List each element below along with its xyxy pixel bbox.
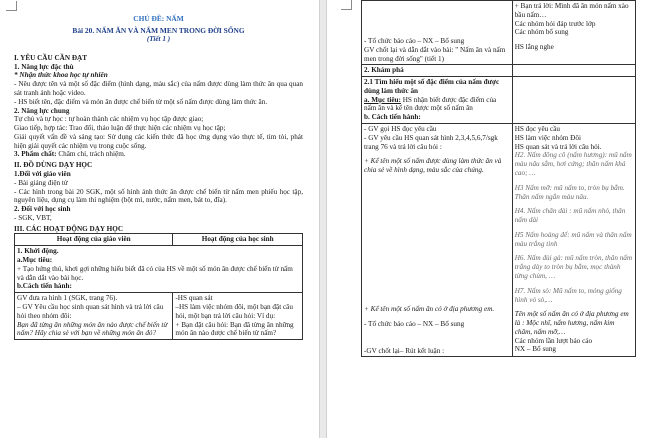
activity-table xyxy=(14,233,303,340)
paragraph: - Nêu được tên và một số đặc điểm (hình dạng, màu sắc) của nấm được dùng làm thức ăn qua quan sát tranh ảnh hoặc video. xyxy=(14,80,303,97)
page-gutter xyxy=(319,0,327,438)
table-cell xyxy=(512,65,635,77)
mushroom-description: H5 Nấm hoàng đế: mũ nấm và thân nấm màu trắng tinh xyxy=(514,230,632,248)
teacher-cell xyxy=(362,1,513,65)
teacher-cell xyxy=(362,124,513,357)
student-step: HS lắng nghe xyxy=(514,43,554,52)
table-row xyxy=(362,124,636,357)
table-row xyxy=(15,246,303,293)
activity-heading: 2. Khám phá xyxy=(364,66,404,75)
teacher-step: GV đưa ra hình 1 (SGK, trang 76). xyxy=(17,294,118,303)
subsection-heading: 2. Đối với học sinh xyxy=(14,205,71,214)
student-cell xyxy=(512,124,635,357)
student-step: NX – Bổ sung xyxy=(514,345,557,354)
teacher-step: – GV Yêu cầu học sinh quan sát hình và trả lời câu hỏi theo nhóm đôi: xyxy=(17,302,164,320)
lesson-period: (Tiết 1 ) xyxy=(146,35,171,44)
student-step: Các nhóm lần lượt báo cáo xyxy=(514,336,593,345)
table-row xyxy=(362,77,636,124)
goal-label: a.Mục tiêu: xyxy=(17,256,53,265)
table-cell xyxy=(15,246,303,293)
theme-heading: CHỦ ĐỀ: NẤM xyxy=(133,14,184,23)
paragraph: - HS biết tên, đặc điểm và món ăn được chế biến từ một số nấm được dùng làm thức ăn. xyxy=(14,97,268,106)
margin-mark xyxy=(6,10,16,11)
mushroom-description: H7. Nấm sò: Mũ nấm to, mỏng giống hình vỏ sò,… xyxy=(514,286,622,304)
teacher-question: + Kể tên một số nấm được dùng làm thức ăn và chia sẻ về hình dạng, màu sắc của chúng. xyxy=(364,157,502,175)
paragraph: Chăm chỉ, trách nhiệm. xyxy=(58,150,126,159)
activity-subheading: 2.1 Tìm hiểu một số đặc điểm của nấm được dùng làm thức ăn xyxy=(364,78,500,95)
mushroom-description: H4. Nấm chân dài : mũ nấm nhỏ, thân nấm dài xyxy=(514,207,626,225)
margin-mark xyxy=(351,0,352,10)
table-row xyxy=(15,293,303,340)
qualities-line xyxy=(14,150,303,159)
goal-line xyxy=(364,96,510,114)
table-row xyxy=(362,1,636,65)
goal-label: a. Mục tiêu: xyxy=(364,95,401,104)
goal-text: + Tạo hứng thú, khơi gợi những hiểu biết đã có của HS về một số món ăn được chế biến từ nấm và dẫn dắt vào bài học. xyxy=(17,264,293,282)
paragraph: Tự chủ và tự học : tự hoàn thành các nhiệm vụ học tập được giao; xyxy=(14,115,204,124)
paragraph: - SGK, VBT, xyxy=(14,213,52,222)
teacher-step: - Tổ chức báo cáo – NX – Bổ sung xyxy=(364,319,465,328)
student-step: HS đọc yêu cầu xyxy=(514,125,560,134)
paragraph: - Các hình trong bài 20 SGK, một số hình ảnh thức ăn được chế biến từ nấm men phiếu học tập, nguyên liệu, dụng cụ làm thí nghiệm (bột mì, nước, nấm men, bát to, đĩa). xyxy=(14,187,303,205)
teacher-question: Bạn đã từng ăn những món ăn nào được chế biến từ nấm? Hãy chia sẻ với bạn về những món ăn đó? xyxy=(17,320,168,338)
teacher-step: - Tổ chức báo cáo – NX – Bổ sung xyxy=(364,37,465,45)
subsection-heading: 3. Phẩm chất: xyxy=(14,150,57,159)
subsection-heading: 1.Đối với giáo viên xyxy=(14,170,71,178)
student-cell xyxy=(173,293,303,340)
table-header-teacher: Hoạt động của giáo viên xyxy=(15,234,173,246)
student-step: + Bạn đặt câu hỏi: Bạn đã từng ăn những món ăn nào được chế biến từ nấm? xyxy=(175,320,294,338)
teacher-step: - GV gọi HS đọc yêu cầu xyxy=(364,125,437,134)
student-step: Các nhóm hỏi đáp trước lớp xyxy=(514,19,596,28)
subsection-heading: 2. Năng lực chung xyxy=(14,106,70,115)
subsection-heading: 1. Năng lực đặc thù xyxy=(14,62,74,71)
margin-mark xyxy=(341,9,351,10)
student-step: HS quan sát và trả lời câu hỏi. xyxy=(514,142,602,151)
mushroom-description: H2. Nấm đông cô (nấm hương): mũ nấm màu nâu sẫm, hơi cứng; thân nấm khá cao; … xyxy=(514,151,632,177)
section-heading: II. ĐỒ DÙNG DẠY HỌC xyxy=(14,161,93,170)
activity-heading: 1. Khởi động. xyxy=(17,247,59,256)
student-step: Các nhóm bổ sung xyxy=(514,28,569,37)
section-heading: III. CÁC HOẠT ĐỘNG DẠY HỌC xyxy=(14,224,124,233)
paragraph: - Bài giảng điện tử xyxy=(14,178,68,187)
method-label: b. Cách tiến hành: xyxy=(364,113,421,122)
student-step: –HS làm việc nhóm đôi, một bạn đặt câu hỏi, một bạn trả lời câu hỏi: Ví dụ: xyxy=(175,302,293,320)
mushroom-description: H6. Nấm đùi gà: mũ nấm tròn, thân nấm trắng dày to tròn bụ bẫm, mọc thành từng chùm, … xyxy=(514,254,633,280)
goal-text: HS nhận biết được đặc điểm của nấm ăn và kể tên được một số nấm ăn xyxy=(364,95,497,113)
lesson-title: Bài 20. NẤM ĂN VÀ NẤM MEN TRONG ĐỜI SỐNG xyxy=(72,26,245,36)
margin-mark xyxy=(16,1,17,11)
table-cell xyxy=(362,65,513,77)
subsection-heading: * Nhận thức khoa học tự nhiên xyxy=(14,71,108,80)
teacher-step: GV chốt lại và dẫn dắt vào bài: " Nấm ăn và nấm men trong đời sống" (tiết 1) xyxy=(364,45,506,63)
left-page xyxy=(0,0,319,438)
teacher-step: -GV chốt lại– Rút kết luận : xyxy=(364,346,445,355)
table-cell xyxy=(512,77,635,124)
student-step: -HS quan sát xyxy=(175,294,213,303)
mushroom-description: H3 Nấm mỡ: mũ nấm to, tròn bụ bẫm. Thân nấm ngắn màu nâu. xyxy=(514,183,625,201)
teacher-question: + Kể tên một số nấm ăn có ở địa phương em. xyxy=(364,304,495,313)
student-step: + Bạn trả lời: Mình đã ăn món nấm xào bầu nấm… xyxy=(514,2,629,19)
student-step: HS làm việc nhóm Đôi xyxy=(514,133,581,142)
student-cell xyxy=(512,1,635,65)
table-header-student: Hoạt động của học sinh xyxy=(173,234,303,246)
activity-table-continued xyxy=(361,0,636,357)
paragraph: Giao tiếp, hợp tác: Trao đổi, thảo luận để thực hiện các nhiệm vụ học tập; xyxy=(14,124,226,133)
teacher-step: - GV yêu cầu HS quan sát hình 2,3,4,5,6,7/sgk trang 76 và trả lời câu hỏi : xyxy=(364,133,498,151)
method-label: b.Cách tiến hành: xyxy=(17,282,72,291)
section-heading: I. YÊU CẦU CẦN ĐẠT xyxy=(14,53,88,62)
local-mushrooms: Tên một số nấm ăn có ở địa phương em là : Mộc nhĩ, nấm hương, nấm kim châm, nấm mỡ,… xyxy=(514,310,629,336)
table-cell xyxy=(362,77,513,124)
table-row xyxy=(362,65,636,77)
right-page xyxy=(327,0,650,438)
teacher-cell xyxy=(15,293,173,340)
paragraph: Giải quyết vấn đề và sáng tạo: Sử dụng các kiến thức đã học ứng dụng vào thực tế, tìm tòi, phát hiện giải quyết các nhiệm vụ trong cuộc sống. xyxy=(14,132,303,150)
table-header-row xyxy=(15,234,303,246)
